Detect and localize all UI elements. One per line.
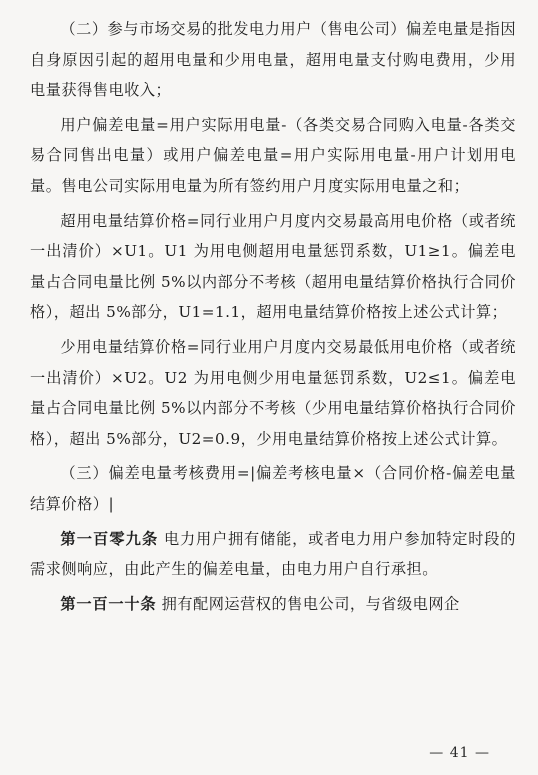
article-110: 第一百一十条 拥有配网运营权的售电公司，与省级电网企 bbox=[60, 594, 460, 613]
paragraph-deviation-formula: 用户偏差电量=用户实际用电量-（各类交易合同购入电量-各类交易合同售出电量）或用户偏差电量=用户实际用电量-用户计划用电量。售电公司实际用电量为所有签约用户月度实际用电量之和； bbox=[30, 115, 516, 195]
paragraph-assessment-fee: （三）偏差电量考核费用=|偏差考核电量×（合同价格-偏差电量结算价格）| bbox=[30, 464, 516, 513]
article-110-title: 第一百一十条 bbox=[60, 594, 157, 613]
paragraph-underuse-price: 少用电量结算价格=同行业用户月度内交易最低用电价格（或者统一出清价）×U2。U2 为用电侧少用电量惩罚系数，U2≤1。偏差电量占合同电量比例 5%以内部分不考核（少用电量结算价格执行合同价格），超出 5%部分，U2=0.9，少用电量结算价格按上述公式计算。 bbox=[30, 337, 516, 448]
article-109: 第一百零九条 电力用户拥有储能，或者电力用户参加特定时段的需求侧响应，由此产生的偏差电量，由电力用户自行承担。 bbox=[30, 529, 516, 579]
article-109-title: 第一百零九条 bbox=[60, 529, 159, 548]
paragraph-deviation-definition: （二）参与市场交易的批发电力用户（售电公司）偏差电量是指因自身原因引起的超用电量和少用电量，超用电量支付购电费用，少用电量获得售电收入； bbox=[30, 20, 516, 100]
paragraph-overuse-price: 超用电量结算价格=同行业用户月度内交易最高用电价格（或者统一出清价）×U1。U1 为用电侧超用电量惩罚系数，U1≥1。偏差电量占合同电量比例 5%以内部分不考核（超用电量结算价格执行合同价格），超出 5%部分，U1=1.1，超用电量结算价格按上述公式计算； bbox=[30, 211, 516, 322]
page-number: — 41 — bbox=[429, 745, 490, 761]
